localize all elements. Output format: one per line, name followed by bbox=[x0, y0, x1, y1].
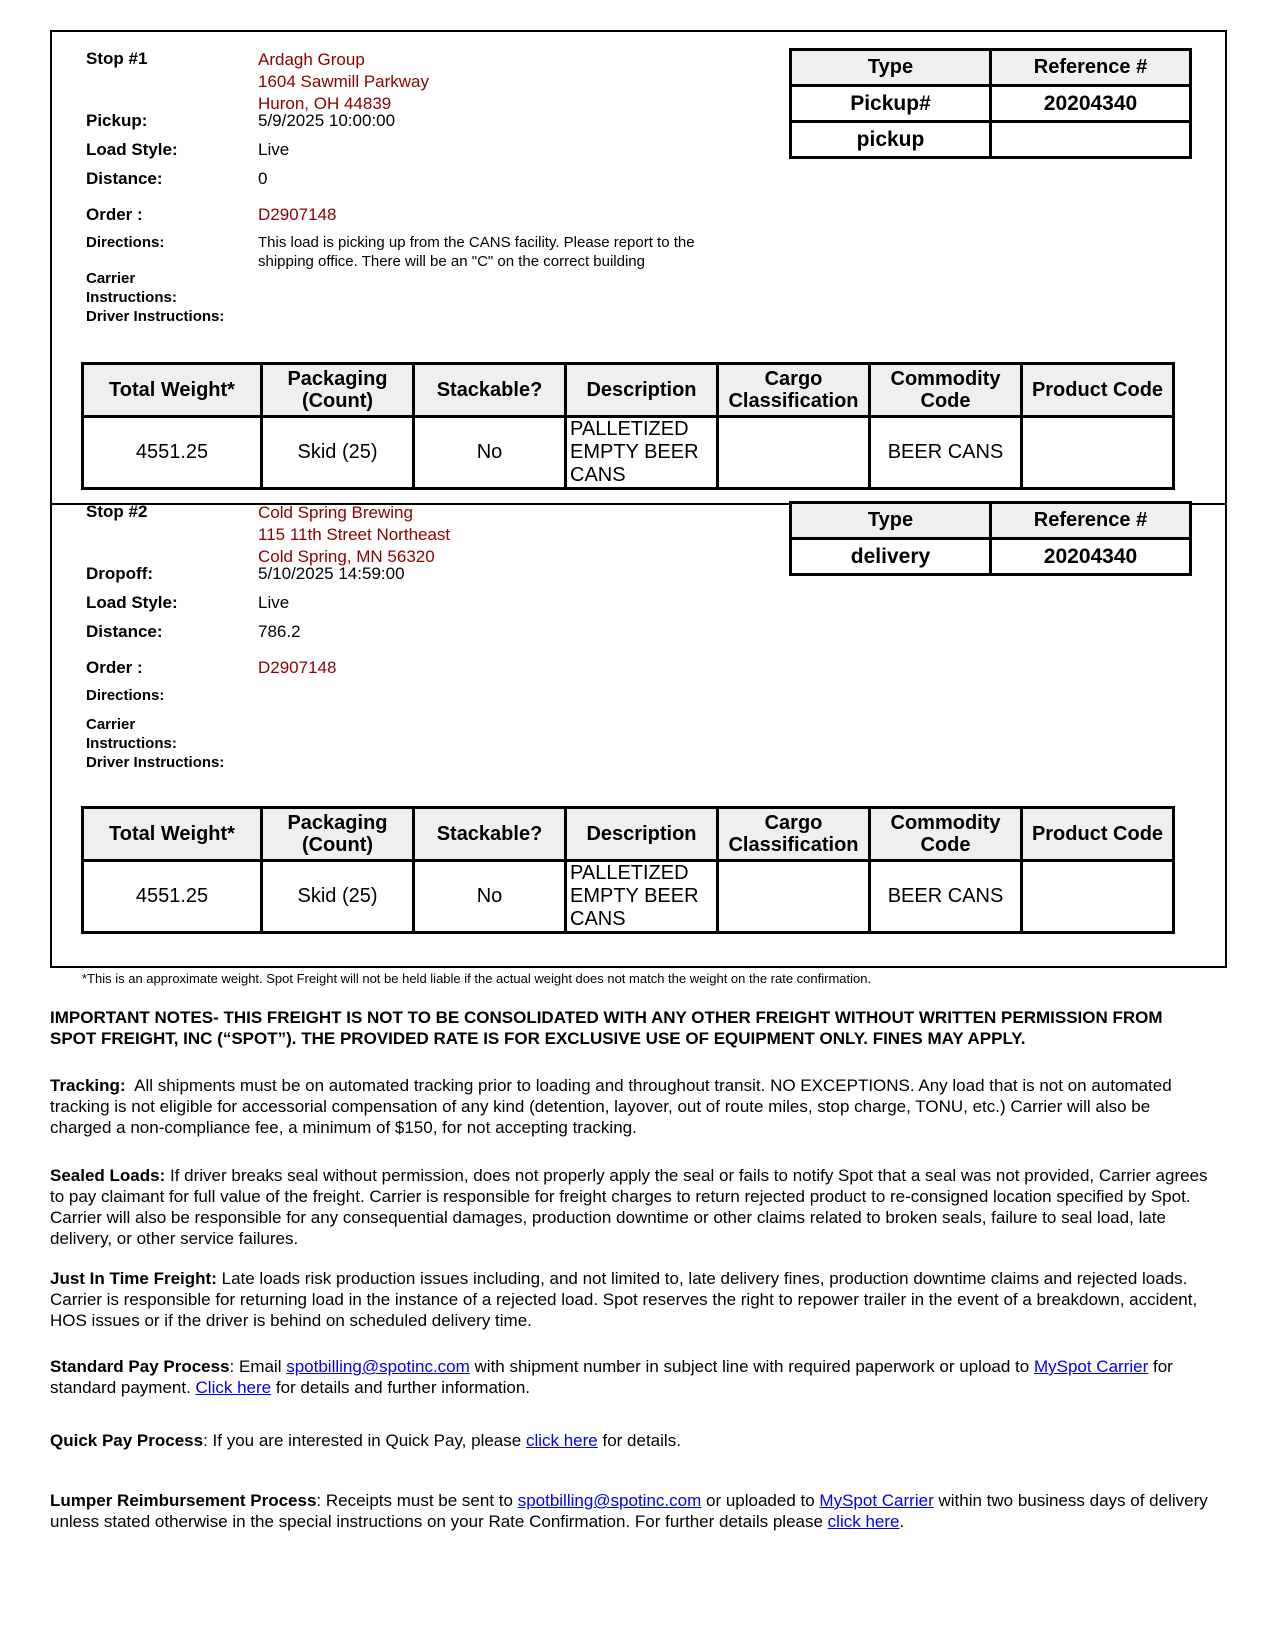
order-label: Order : bbox=[86, 658, 143, 677]
pickup-label: Pickup: bbox=[86, 111, 148, 130]
standard-pay-click-here-link[interactable]: Click here bbox=[195, 1378, 272, 1397]
ref-number-cell: 20204340 bbox=[991, 86, 1191, 122]
carrier-instructions-label bbox=[86, 269, 224, 326]
lumper-note bbox=[50, 1490, 1210, 1532]
cell-cargo-class bbox=[718, 417, 870, 489]
company-name: Ardagh Group bbox=[258, 50, 365, 69]
distance-value: 786.2 bbox=[258, 622, 301, 641]
ref-type-header: Type bbox=[791, 50, 991, 86]
cell-total-weight: 4551.25 bbox=[83, 417, 262, 489]
stop-label: Stop #1 bbox=[86, 49, 148, 68]
reference-table bbox=[789, 48, 1192, 159]
stop-address bbox=[258, 502, 450, 568]
ref-number-cell: 20204340 bbox=[991, 539, 1191, 575]
load-style-label: Load Style: bbox=[86, 140, 178, 159]
ref-number-header: Reference # bbox=[991, 50, 1191, 86]
weight-footnote: *This is an approximate weight. Spot Freight will not be held liable if the actual weight does not match the weight on the rate confirmation. bbox=[82, 971, 872, 986]
col-cargo-class: Cargo Classification bbox=[718, 364, 870, 417]
col-total-weight: Total Weight* bbox=[83, 364, 262, 417]
col-packaging: Packaging (Count) bbox=[262, 808, 414, 861]
distance-value: 0 bbox=[258, 169, 268, 188]
items-table bbox=[81, 362, 1175, 490]
col-stackable: Stackable? bbox=[414, 808, 566, 861]
table-row bbox=[83, 861, 1174, 933]
col-description: Description bbox=[566, 808, 718, 861]
cell-cargo-class bbox=[718, 861, 870, 933]
stop-label: Stop #2 bbox=[86, 502, 148, 521]
company-name: Cold Spring Brewing bbox=[258, 503, 413, 522]
quick-pay-label: Quick Pay Process bbox=[50, 1431, 204, 1450]
table-row bbox=[83, 417, 1174, 489]
pickup-time: 5/9/2025 10:00:00 bbox=[258, 111, 396, 130]
reference-table bbox=[789, 501, 1192, 576]
cell-total-weight: 4551.25 bbox=[83, 861, 262, 933]
col-stackable: Stackable? bbox=[414, 364, 566, 417]
cell-commodity-code: BEER CANS bbox=[870, 861, 1022, 933]
sealed-loads-note bbox=[50, 1165, 1210, 1249]
carrier-label-line2: Instructions: bbox=[86, 289, 177, 306]
load-style-value: Live bbox=[258, 140, 290, 159]
carrier-label-line2: Instructions: bbox=[86, 735, 177, 752]
cell-packaging: Skid (25) bbox=[262, 417, 414, 489]
cell-packaging: Skid (25) bbox=[262, 861, 414, 933]
myspot-carrier-link[interactable]: MySpot Carrier bbox=[1033, 1357, 1149, 1376]
standard-pay-note bbox=[50, 1356, 1210, 1398]
col-product-code: Product Code bbox=[1022, 808, 1174, 861]
quick-pay-click-here-link[interactable]: click here bbox=[525, 1431, 598, 1450]
items-table bbox=[81, 806, 1175, 934]
cell-commodity-code: BEER CANS bbox=[870, 417, 1022, 489]
lumper-myspot-link[interactable]: MySpot Carrier bbox=[819, 1491, 934, 1510]
standard-pay-text: with shipment number in subject line with required paperwork or upload to bbox=[469, 1357, 1034, 1376]
carrier-label-line1: Carrier bbox=[86, 270, 136, 287]
ref-number-header: Reference # bbox=[991, 503, 1191, 539]
lumper-text: : Receipts must be sent to bbox=[316, 1491, 518, 1510]
col-cargo-class: Cargo Classification bbox=[718, 808, 870, 861]
order-number: D2907148 bbox=[258, 205, 337, 224]
col-commodity-code: Commodity Code bbox=[870, 364, 1022, 417]
standard-pay-text: for details and further information. bbox=[271, 1378, 531, 1397]
col-commodity-code: Commodity Code bbox=[870, 808, 1022, 861]
carrier-instructions-label bbox=[86, 715, 224, 772]
tracking-label: Tracking: bbox=[50, 1076, 126, 1095]
cell-description: PALLETIZED EMPTY BEER CANS bbox=[566, 861, 718, 933]
quick-pay-text: : If you are interested in Quick Pay, please bbox=[203, 1431, 526, 1450]
order-label: Order : bbox=[86, 205, 143, 224]
lumper-text: . bbox=[899, 1512, 905, 1531]
stop-address bbox=[258, 49, 429, 115]
col-total-weight: Total Weight* bbox=[83, 808, 262, 861]
ref-type-cell: delivery bbox=[791, 539, 991, 575]
load-style-value: Live bbox=[258, 593, 290, 612]
distance-label: Distance: bbox=[86, 622, 163, 641]
load-style-label: Load Style: bbox=[86, 593, 178, 612]
distance-label: Distance: bbox=[86, 169, 163, 188]
city-state-zip: Cold Spring, MN 56320 bbox=[258, 547, 435, 566]
ref-type-cell: Pickup# bbox=[791, 86, 991, 122]
street-address: 1604 Sawmill Parkway bbox=[258, 72, 430, 91]
jit-label: Just In Time Freight: bbox=[50, 1269, 217, 1288]
dropoff-label: Dropoff: bbox=[86, 564, 154, 583]
tracking-note bbox=[50, 1075, 1210, 1138]
jit-text: Late loads risk production issues including, and not limited to, late delivery fines, production downtime claims and rejected loads. Carrier is responsible for returning load in the instance of a rejected load. Spot reserves the right to repower trailer in the event of a breakdown, accident, HOS issues or if the driver is behind on scheduled delivery time. bbox=[50, 1269, 1198, 1330]
stop-2-section bbox=[50, 503, 1227, 968]
ref-number-cell bbox=[991, 122, 1191, 158]
cell-stackable: No bbox=[414, 861, 566, 933]
important-notes: IMPORTANT NOTES- THIS FREIGHT IS NOT TO BE CONSOLIDATED WITH ANY OTHER FREIGHT WITHOUT WRITTEN PERMISSION FROM SPOT FREIGHT, INC (“SPOT”). THE PROVIDED RATE IS FOR EXCLUSIVE USE OF EQUIPMENT ONLY. FINES MAY APPLY. bbox=[50, 1008, 1163, 1048]
standard-pay-text: for standard payment. bbox=[50, 1357, 1173, 1397]
billing-email-link[interactable]: spotbilling@spotinc.com bbox=[286, 1357, 470, 1376]
cell-description: PALLETIZED EMPTY BEER CANS bbox=[566, 417, 718, 489]
driver-instructions-label: Driver Instructions: bbox=[86, 754, 225, 771]
sealed-label: Sealed Loads: bbox=[50, 1166, 166, 1185]
directions-text: This load is picking up from the CANS facility. Please report to the shipping office. There will be an "C" on the correct building bbox=[258, 234, 695, 270]
lumper-label: Lumper Reimbursement Process bbox=[50, 1491, 317, 1510]
tracking-text: All shipments must be on automated tracking prior to loading and throughout transit. NO EXCEPTIONS. Any load that is not on automated tracking is not eligible for accessorial compensation of any kind (detention, layover, out of route miles, stop charge, TONU, etc.) Carrier will also be charged a non-compliance fee, a minimum of $150, for not accepting tracking. bbox=[50, 1076, 1172, 1137]
driver-instructions-label: Driver Instructions: bbox=[86, 308, 225, 325]
quick-pay-text: for details. bbox=[597, 1431, 681, 1450]
standard-pay-label: Standard Pay Process bbox=[50, 1357, 230, 1376]
ref-type-header: Type bbox=[791, 503, 991, 539]
stop-1-section bbox=[50, 30, 1227, 504]
col-description: Description bbox=[566, 364, 718, 417]
cell-product-code bbox=[1022, 417, 1174, 489]
col-product-code: Product Code bbox=[1022, 364, 1174, 417]
col-packaging: Packaging (Count) bbox=[262, 364, 414, 417]
city-state-zip: Huron, OH 44839 bbox=[258, 94, 392, 113]
directions-label: Directions: bbox=[86, 687, 165, 704]
standard-pay-text: : Email bbox=[229, 1357, 287, 1376]
cell-stackable: No bbox=[414, 417, 566, 489]
order-number: D2907148 bbox=[258, 658, 337, 677]
quick-pay-note bbox=[50, 1430, 1210, 1451]
jit-note bbox=[50, 1268, 1210, 1331]
lumper-text: or uploaded to bbox=[701, 1491, 820, 1510]
directions-label: Directions: bbox=[86, 234, 165, 251]
lumper-click-here-link[interactable]: click here bbox=[827, 1512, 900, 1531]
dropoff-time: 5/10/2025 14:59:00 bbox=[258, 564, 405, 583]
street-address: 115 11th Street Northeast bbox=[258, 525, 451, 544]
lumper-email-link[interactable]: spotbilling@spotinc.com bbox=[517, 1491, 702, 1510]
lumper-text: within two business days of delivery unless stated otherwise in the special instructions on your Rate Confirmation. For further details please bbox=[50, 1491, 1208, 1531]
carrier-label-line1: Carrier bbox=[86, 716, 136, 733]
sealed-text: If driver breaks seal without permission, does not properly apply the seal or fails to notify Spot that a seal was not provided, Carrier agrees to pay claimant for full value of the freight. Carrier is responsible for freight charges to return rejected product to re-consigned location specified by Spot. Carrier will also be responsible for any consequential damages, production downtime or other claims related to broken seals, failure to seal load, late delivery, or other service failures. bbox=[50, 1166, 1208, 1248]
cell-product-code bbox=[1022, 861, 1174, 933]
ref-type-cell: pickup bbox=[791, 122, 991, 158]
